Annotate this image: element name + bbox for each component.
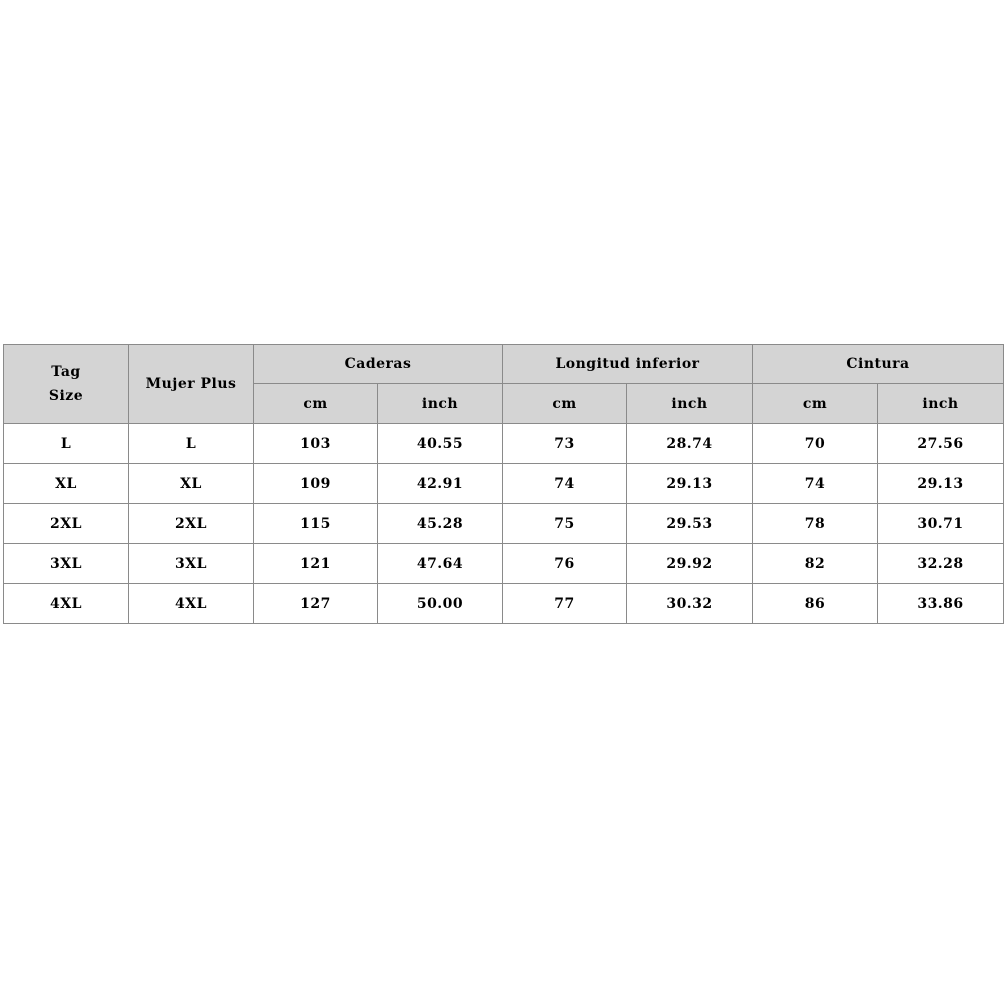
header-cintura: Cintura [753,345,1004,384]
table-row [4,584,1004,624]
cell-value: 74 [753,464,878,504]
header-unit: inch [627,384,753,424]
cell-value: 109 [254,464,378,504]
table-row [4,504,1004,544]
cell-mujer-plus: 2XL [129,504,254,544]
cell-value: 75 [503,504,627,544]
cell-value: 40.55 [378,424,503,464]
cell-tag-size: XL [4,464,129,504]
cell-value: 121 [254,544,378,584]
cell-tag-size: 4XL [4,584,129,624]
cell-mujer-plus: 3XL [129,544,254,584]
cell-value: 82 [753,544,878,584]
cell-value: 115 [254,504,378,544]
cell-value: 127 [254,584,378,624]
cell-value: 73 [503,424,627,464]
cell-value: 29.92 [627,544,753,584]
cell-tag-size: L [4,424,129,464]
cell-mujer-plus: 4XL [129,584,254,624]
header-unit: cm [254,384,378,424]
cell-mujer-plus: L [129,424,254,464]
header-unit: cm [503,384,627,424]
cell-value: 103 [254,424,378,464]
cell-value: 47.64 [378,544,503,584]
cell-value: 70 [753,424,878,464]
cell-value: 78 [753,504,878,544]
cell-mujer-plus: XL [129,464,254,504]
size-chart [3,344,1003,624]
cell-value: 50.00 [378,584,503,624]
header-tag-size [4,345,129,424]
header-tag-size-line2: Size [48,388,84,404]
table-row [4,544,1004,584]
cell-value: 77 [503,584,627,624]
cell-value: 32.28 [878,544,1004,584]
header-unit: inch [878,384,1004,424]
cell-value: 45.28 [378,504,503,544]
cell-value: 76 [503,544,627,584]
header-longitud-inferior: Longitud inferior [503,345,753,384]
size-table [3,344,1004,624]
cell-value: 27.56 [878,424,1004,464]
header-tag-size-line1: Tag [51,364,81,380]
cell-tag-size: 3XL [4,544,129,584]
cell-value: 86 [753,584,878,624]
header-unit: cm [753,384,878,424]
cell-value: 29.13 [878,464,1004,504]
cell-tag-size: 2XL [4,504,129,544]
cell-value: 30.71 [878,504,1004,544]
header-mujer-plus: Mujer Plus [129,345,254,424]
header-unit: inch [378,384,503,424]
cell-value: 29.13 [627,464,753,504]
header-caderas: Caderas [254,345,503,384]
cell-value: 28.74 [627,424,753,464]
header-row-groups [4,345,1004,384]
cell-value: 33.86 [878,584,1004,624]
cell-value: 29.53 [627,504,753,544]
cell-value: 74 [503,464,627,504]
cell-value: 42.91 [378,464,503,504]
table-row [4,424,1004,464]
table-row [4,464,1004,504]
cell-value: 30.32 [627,584,753,624]
